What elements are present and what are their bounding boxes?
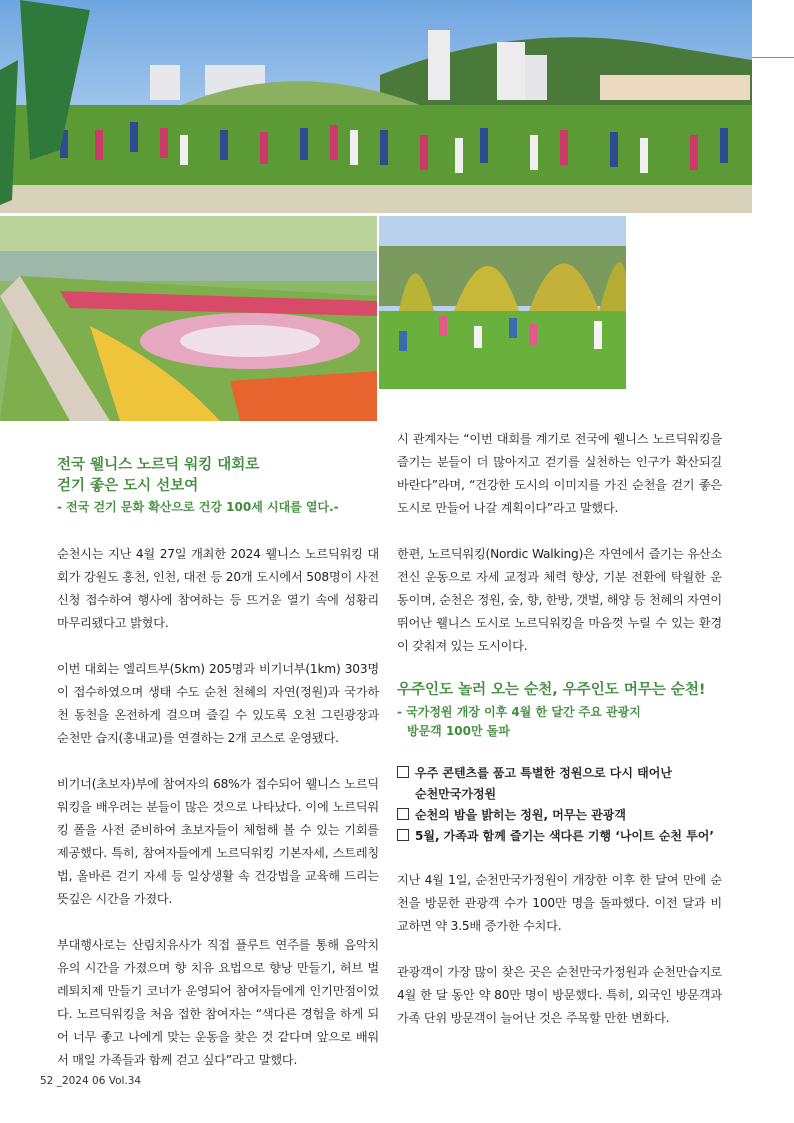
- left-paragraph-1: 순천시는 지난 4월 27일 개최한 2024 웰니스 노르딕워킹 대회가 강원도 홍천, 인천, 대전 등 20개 도시에서 508명이 사전 신청 접수하여 행사에 참여하는 등 뜨거운 열기 속에 성황리 마무리됐다고 밝혔다.: [57, 547, 379, 630]
- right-paragraph-4: 관광객이 가장 많이 찾은 곳은 순천만국가정원과 순천만습지로 4월 한 달 동안 약 80만 명이 방문했다. 특히, 외국인 방문객과 가족 단위 방문객이 늘어난 것은 주목할 만한 변화다.: [397, 965, 722, 1025]
- right-paragraph-3: 지난 4월 1일, 순천만국가정원이 개장한 이후 한 달여 만에 순천을 방문한 관광객 수가 100만 명을 돌파했다. 이전 달과 비교하면 약 3.5배 증가한 수치다.: [397, 873, 722, 933]
- flower-garden-photo: [0, 216, 377, 421]
- checkbox-icon: [397, 766, 409, 778]
- highlight-item: 순천의 밤을 밝히는 정원, 머무는 관광객: [397, 805, 722, 826]
- article-subhead: - 전국 걷기 문화 확산으로 건강 100세 시대를 열다.-: [57, 500, 339, 514]
- headline-line1: 전국 웰니스 노르딕 워킹 대회로: [57, 457, 260, 473]
- highlight-item-continued: 순천만국가정원: [415, 787, 497, 801]
- left-column: [57, 455, 379, 1072]
- highlight-item: 우주 콘텐츠를 품고 특별한 정원으로 다시 태어난: [397, 763, 722, 784]
- top-photo: [0, 0, 752, 213]
- header-rule: [752, 57, 794, 58]
- children-garden-photo: [379, 216, 626, 389]
- right-paragraph-2: 한편, 노르딕워킹(Nordic Walking)은 자연에서 즐기는 유산소 전신 운동으로 자세 교정과 체력 향상, 기분 전환에 탁월한 운동이며, 순천은 정원, 숲, 향, 한방, 갯벌, 해양 등 천혜의 자연이 뛰어난 웰니스 도시로 노르딕워킹을 마음껏 누릴 수 있는 환경이 갖춰져 있는 도시이다.: [397, 547, 722, 653]
- article-headline: [57, 455, 379, 497]
- page-footer: 52 _2024 06 Vol.34: [40, 1075, 142, 1087]
- checkbox-icon: [397, 829, 409, 841]
- section-headline: 우주인도 놀러 오는 순천, 우주인도 머무는 순천!: [397, 682, 706, 698]
- right-paragraph-1: 시 관계자는 “이번 대회를 계기로 전국에 웰니스 노르딕워킹을 즐기는 분들이 더 많아지고 걷기를 실천하는 인구가 확산되길 바란다”라며, “건강한 도시의 이미지를 가진 순천을 걷기 좋은 도시로 만들어 나갈 계획이다”라고 말했다.: [397, 432, 722, 515]
- section-subhead-line2: 방문객 100만 돌파: [407, 724, 510, 738]
- highlight-item: 5월, 가족과 함께 즐기는 색다른 기행 ‘나이트 순천 투어’: [397, 826, 722, 847]
- right-column: [397, 428, 722, 1030]
- section-subhead-line1: - 국가정원 개장 이후 4월 한 달간 주요 관광지: [397, 705, 641, 719]
- headline-line2: 걷기 좋은 도시 선보여: [57, 478, 199, 494]
- checkbox-icon: [397, 808, 409, 820]
- left-paragraph-4: 부대행사로는 산림치유사가 직접 플루트 연주를 통해 음악치유의 시간을 가졌으며 향 치유 요법으로 향낭 만들기, 허브 벌레퇴치제 만들기 코너가 운영되어 참여자들에게 인기만점이었다. 노르딕워킹을 처음 접한 참여자는 “색다른 경험을 하게 되어 너무 좋고 나에게 맞는 운동을 찾은 것 같다며 앞으로 배워서 매일 가족들과 함께 걷고 싶다”라고 말했다.: [57, 938, 379, 1067]
- highlight-list: [397, 763, 722, 847]
- left-paragraph-3: 비기너(초보자)부에 참여자의 68%가 접수되어 웰니스 노르딕워킹을 배우려는 분들이 많은 것으로 나타났다. 이에 노르딕워킹 폴을 사전 준비하여 초보자들이 체험해 볼 수 있는 기회를 제공했다. 특히, 참여자들에게 노르딕워킹 기본자세, 스트레칭법, 올바른 걷기 자세 등 일상생활 속 건강법을 교육해 드리는 뜻깊은 시간을 가졌다.: [57, 777, 379, 906]
- left-paragraph-2: 이번 대회는 엘리트부(5km) 205명과 비기너부(1km) 303명이 접수하였으며 생태 수도 순천 천혜의 자연(정원)과 국가하천 동천을 온전하게 걸으며 즐길 수 있도록 오천 그린광장과 순천만 습지(홍내교)를 연결하는 2개 코스로 운영됐다.: [57, 662, 379, 745]
